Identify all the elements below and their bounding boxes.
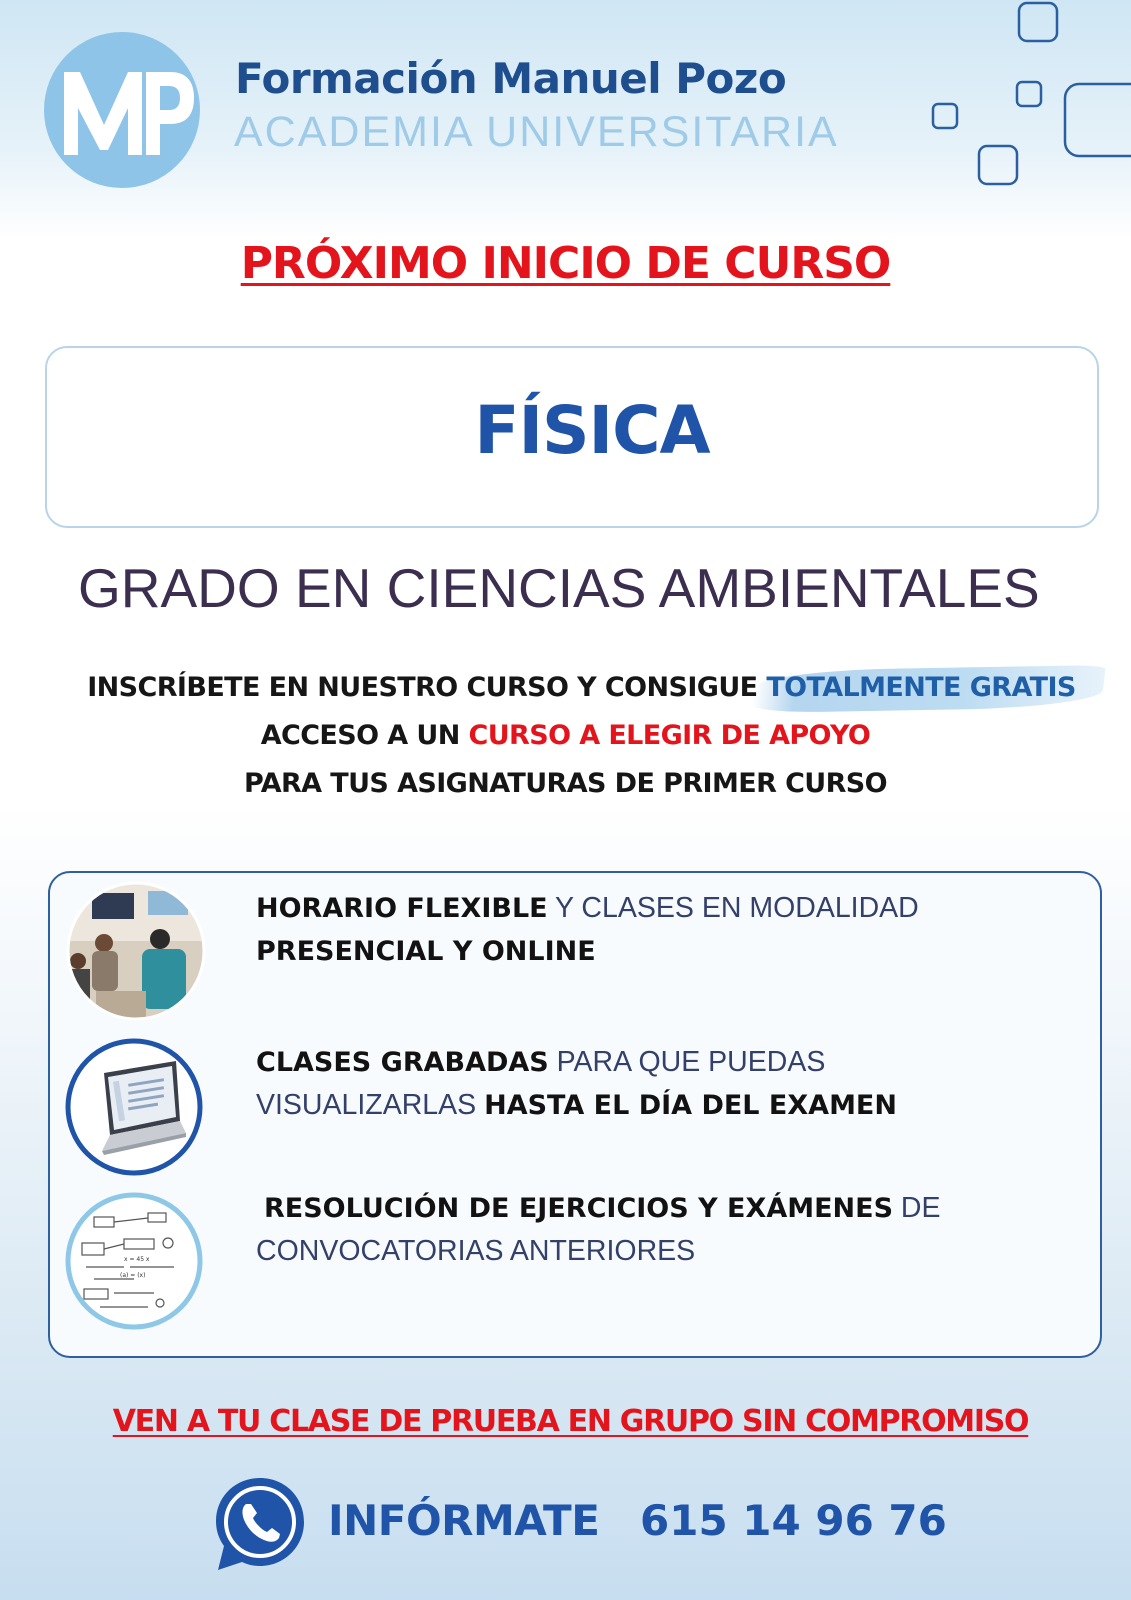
contact-phone[interactable]: 615 14 96 76: [640, 1496, 947, 1545]
promo-line-2: [0, 712, 1131, 760]
subject-title: FÍSICA: [474, 392, 710, 469]
feature-2-bold-2: HASTA EL DÍA DEL EXAMEN: [484, 1090, 897, 1121]
feature-1-bold-1: HORARIO FLEXIBLE: [256, 893, 548, 924]
promo-free-highlight: TOTALMENTE GRATIS: [766, 664, 1075, 712]
promo-line-1-prefix: INSCRÍBETE EN NUESTRO CURSO Y CONSIGUE: [87, 672, 767, 703]
brand-logo: [42, 30, 202, 190]
whatsapp-icon: [212, 1474, 308, 1574]
promo-block: [0, 664, 1131, 808]
feature-3-normal-1: DE: [893, 1192, 941, 1224]
feature-1-normal-1: Y CLASES EN MODALIDAD: [547, 892, 919, 924]
brand-name: Formación Manuel Pozo: [235, 54, 787, 103]
decorative-squares: [911, 0, 1131, 200]
feature-recorded-classes: [256, 1041, 897, 1127]
contact-label: INFÓRMATE: [328, 1496, 600, 1545]
svg-text:(a) = (x): (a) = (x): [120, 1272, 146, 1279]
feature-3-normal-2: CONVOCATORIAS ANTERIORES: [256, 1235, 696, 1267]
laptop-icon: [64, 1037, 204, 1177]
promo-line-1: [0, 664, 1131, 712]
promo-course-highlight: CURSO A ELEGIR DE APOYO: [468, 720, 871, 751]
course-start-headline: PRÓXIMO INICIO DE CURSO: [240, 238, 891, 289]
trial-class-cta: VEN A TU CLASE DE PRUEBA EN GRUPO SIN COMPROMISO: [112, 1404, 1029, 1439]
subject-box: [45, 346, 1099, 528]
feature-exercise-resolution: [256, 1187, 941, 1273]
brand-subtitle: ACADEMIA UNIVERSITARIA: [234, 108, 839, 156]
feature-1-bold-2: PRESENCIAL Y ONLINE: [256, 936, 596, 967]
promo-line-2-prefix: ACCESO A UN: [260, 720, 469, 751]
svg-text:x = 45 x: x = 45 x: [124, 1256, 150, 1263]
feature-2-normal-1: PARA QUE PUEDAS: [548, 1046, 826, 1078]
feature-2-normal-2: VISUALIZARLAS: [256, 1089, 485, 1121]
feature-3-bold-1: RESOLUCIÓN DE EJERCICIOS Y EXÁMENES: [264, 1193, 894, 1224]
degree-title: GRADO EN CIENCIAS AMBIENTALES: [78, 557, 1040, 619]
classroom-photo-icon: [66, 881, 206, 1021]
features-box: [48, 871, 1102, 1358]
feature-2-bold-1: CLASES GRABADAS: [256, 1047, 549, 1078]
exercises-sheet-icon: [64, 1191, 204, 1331]
promo-line-3: PARA TUS ASIGNATURAS DE PRIMER CURSO: [243, 768, 887, 799]
feature-flexible-schedule: [256, 887, 919, 973]
